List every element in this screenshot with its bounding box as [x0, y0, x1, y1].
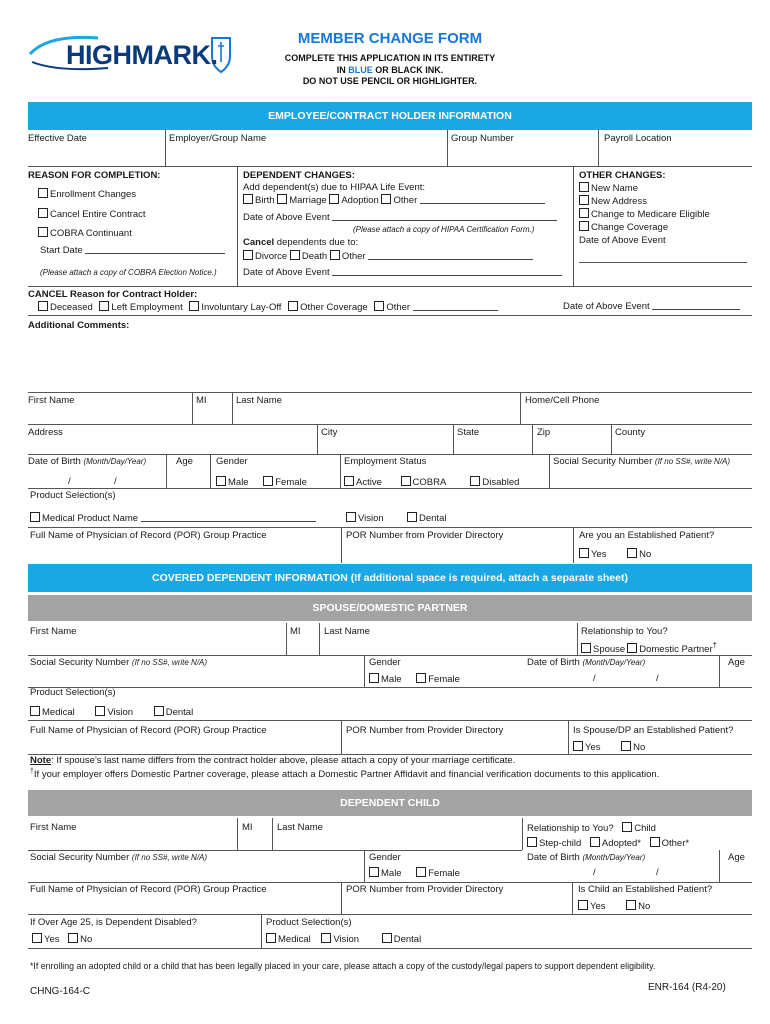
enrollment-changes-option[interactable]: Enrollment Changes — [38, 188, 136, 200]
over25-no-checkbox[interactable] — [68, 933, 78, 943]
spouse-female-checkbox[interactable] — [416, 673, 426, 683]
ssn-label: Social Security Number (If no SS#, write N/A) — [553, 456, 731, 467]
established-no-checkbox[interactable] — [627, 548, 637, 558]
dependent-changes-title: DEPENDENT CHANGES: — [243, 170, 355, 181]
other-event-checkbox[interactable] — [381, 194, 391, 204]
cancel-event-date: Date of Above Event — [243, 267, 562, 278]
spouse-ssn-label: Social Security Number (If no SS#, write N/A) — [30, 657, 208, 668]
cancel-reason-row: Deceased Left Employment Involuntary Lay-Off Other Coverage Other — [38, 301, 498, 313]
child-dob-slash-2: / — [656, 867, 659, 878]
adoption-checkbox[interactable] — [329, 194, 339, 204]
other-reason-checkbox[interactable] — [374, 301, 384, 311]
child-medical-checkbox[interactable] — [266, 933, 276, 943]
child-gender-options: Male Female — [369, 867, 460, 879]
other-changes-title: OTHER CHANGES: — [579, 170, 666, 181]
cancel-dependents-label: Cancel dependents due to: — [243, 237, 359, 248]
payroll-location-label: Payroll Location — [604, 133, 672, 144]
spouse-established-label: Is Spouse/DP an Established Patient? — [573, 725, 734, 736]
child-relationship-options: Step-child Adopted* Other* — [527, 837, 689, 849]
spouse-medical-checkbox[interactable] — [30, 706, 40, 716]
spouse-established-yes-checkbox[interactable] — [573, 741, 583, 751]
established-label: Are you an Established Patient? — [579, 530, 715, 541]
vision-checkbox[interactable] — [346, 512, 356, 522]
cancel-reason-options: Divorce Death Other — [243, 250, 533, 262]
child-dob-slash-1: / — [593, 867, 596, 878]
new-name-option[interactable]: New Name — [579, 182, 638, 194]
enrollment-changes-checkbox[interactable] — [38, 188, 48, 198]
divorce-checkbox[interactable] — [243, 250, 253, 260]
vision-option[interactable]: Vision — [346, 512, 384, 524]
child-first-name-label: First Name — [30, 822, 77, 833]
birth-checkbox[interactable] — [243, 194, 253, 204]
cancel-reason-title: CANCEL Reason for Contract Holder: — [28, 289, 198, 300]
employment-options: Active COBRA Disabled — [344, 476, 519, 488]
adopted-checkbox[interactable] — [590, 837, 600, 847]
child-dob-label: Date of Birth (Month/Day/Year) — [527, 852, 646, 863]
last-name-label: Last Name — [236, 395, 282, 406]
child-age-label: Age — [728, 852, 745, 863]
dob-label: Date of Birth (Month/Day/Year) — [28, 456, 147, 467]
deceased-checkbox[interactable] — [38, 301, 48, 311]
home-phone-label: Home/Cell Phone — [525, 395, 600, 406]
child-established-label: Is Child an Established Patient? — [578, 884, 713, 895]
child-product-label: Product Selection(s) — [266, 917, 352, 928]
form-code-right: ENR-164 (R4-20) — [648, 982, 726, 993]
spouse-gender-options: Male Female — [369, 673, 460, 685]
spouse-product-options: Medical Vision Dental — [30, 706, 193, 718]
form-code-left: CHNG-164-C — [30, 986, 91, 997]
spouse-por-label: POR Number from Provider Directory — [346, 725, 504, 736]
child-vision-checkbox[interactable] — [321, 933, 331, 943]
new-name-checkbox[interactable] — [579, 182, 589, 192]
reason-title: REASON FOR COMPLETION: — [28, 170, 161, 181]
other-reason-input[interactable] — [413, 302, 498, 311]
dental-option[interactable]: Dental — [407, 512, 446, 524]
form-title: MEMBER CHANGE FORM — [297, 30, 483, 47]
medicare-option[interactable]: Change to Medicare Eligible — [579, 208, 710, 220]
female-checkbox[interactable] — [263, 476, 273, 486]
add-event-date-input[interactable] — [332, 212, 557, 221]
county-label: County — [615, 427, 646, 438]
marriage-checkbox[interactable] — [277, 194, 287, 204]
death-checkbox[interactable] — [290, 250, 300, 260]
spouse-product-label: Product Selection(s) — [30, 687, 116, 698]
other-event-input[interactable] — [420, 195, 545, 204]
cancel-entire-checkbox[interactable] — [38, 208, 48, 218]
male-checkbox[interactable] — [216, 476, 226, 486]
employee-section-header: EMPLOYEE/CONTRACT HOLDER INFORMATION — [28, 102, 752, 130]
spouse-mi-label: MI — [290, 626, 301, 637]
left-employment-checkbox[interactable] — [99, 301, 109, 311]
add-dependents-label: Add dependent(s) due to HIPAA Life Event: — [243, 182, 426, 193]
spouse-age-label: Age — [728, 657, 745, 668]
cancel-date-label: Date of Above Event — [563, 301, 740, 312]
spouse-last-name-label: Last Name — [324, 626, 370, 637]
group-number-label: Group Number — [451, 133, 514, 144]
form-instructions: COMPLETE THIS APPLICATION IN ITS ENTIRETY IN BLUE OR BLACK INK. DO NOT USE PENCIL OR HIGHLIGHTER. — [284, 53, 496, 86]
spouse-first-name-label: First Name — [30, 626, 77, 637]
additional-comments-input[interactable] — [28, 332, 752, 392]
zip-label: Zip — [537, 427, 551, 438]
child-established-options: Yes No — [578, 900, 650, 912]
spouse-dental-checkbox[interactable] — [154, 706, 164, 716]
additional-comments-label: Additional Comments: — [28, 320, 130, 331]
child-last-name-label: Last Name — [277, 822, 323, 833]
cobra-continuant-option[interactable]: COBRA Continuant — [38, 227, 132, 239]
highmark-logo — [28, 32, 238, 76]
over25-options: Yes No — [32, 933, 92, 945]
spouse-note: Note: If spouse's last name differs from the contract holder above, please attach a copy of your marriage certificate. — [30, 755, 516, 766]
child-product-options: Medical Vision Dental — [266, 933, 421, 945]
medical-product-checkbox[interactable] — [30, 512, 40, 522]
new-address-option[interactable]: New Address — [579, 195, 647, 207]
physician-label: Full Name of Physician of Record (POR) Group Practice — [30, 530, 267, 541]
change-coverage-option[interactable]: Change Coverage — [579, 221, 668, 233]
domestic-partner-checkbox[interactable] — [627, 643, 637, 653]
first-name-label: First Name — [28, 395, 75, 406]
start-date-input[interactable] — [85, 245, 225, 254]
hipaa-note: (Please attach a copy of HIPAA Certification Form.) — [353, 225, 535, 234]
spouse-relationship-label: Relationship to You? — [581, 626, 668, 637]
cancel-event-date-input[interactable] — [332, 267, 562, 276]
spouse-dob-label: Date of Birth (Month/Day/Year) — [527, 657, 646, 668]
change-coverage-checkbox[interactable] — [579, 221, 589, 231]
covered-dependent-header: COVERED DEPENDENT INFORMATION (If additional space is required, attach a separate sheet) — [28, 564, 752, 592]
child-physician-label: Full Name of Physician of Record (POR) Group Practice — [30, 884, 267, 895]
employer-group-label: Employer/Group Name — [169, 133, 267, 144]
spouse-male-checkbox[interactable] — [369, 673, 379, 683]
over25-label: If Over Age 25, is Dependent Disabled? — [30, 917, 197, 928]
child-mi-label: MI — [242, 822, 253, 833]
child-other-checkbox[interactable] — [650, 837, 660, 847]
domestic-partner-note: †If your employer offers Domestic Partner coverage, please attach a Domestic Partner Affidavit and financial verification documents to this application. — [30, 768, 660, 781]
medical-product-input[interactable] — [141, 513, 316, 522]
new-address-checkbox[interactable] — [579, 195, 589, 205]
city-label: City — [321, 427, 338, 438]
child-male-checkbox[interactable] — [369, 867, 379, 877]
spouse-section-header: SPOUSE/DOMESTIC PARTNER — [28, 595, 752, 621]
effective-date-label: Effective Date — [28, 133, 87, 144]
employment-status-label: Employment Status — [344, 456, 427, 467]
other-cancel-input[interactable] — [368, 251, 533, 260]
product-selection-label: Product Selection(s) — [30, 490, 116, 501]
spouse-vision-checkbox[interactable] — [95, 706, 105, 716]
medicare-checkbox[interactable] — [579, 208, 589, 218]
spouse-dob-slash-2: / — [656, 673, 659, 684]
spouse-checkbox[interactable] — [581, 643, 591, 653]
child-checkbox[interactable] — [622, 822, 632, 832]
child-gender-label: Gender — [369, 852, 401, 863]
adoption-footnote: *If enrolling an adopted child or a child that has been legally placed in your care, please attach a copy of the custody/legal papers to support dependent eligibility. — [30, 961, 656, 971]
gender-options: Male Female — [216, 476, 307, 488]
child-established-no-checkbox[interactable] — [626, 900, 636, 910]
spouse-established-options: Yes No — [573, 741, 645, 753]
por-number-label: POR Number from Provider Directory — [346, 530, 504, 541]
child-relationship-label: Relationship to You? Child — [527, 823, 656, 834]
spouse-gender-label: Gender — [369, 657, 401, 668]
child-ssn-label: Social Security Number (If no SS#, write N/A) — [30, 852, 208, 863]
cobra-continuant-checkbox[interactable] — [38, 227, 48, 237]
established-options: Yes No — [579, 548, 651, 560]
age-label: Age — [176, 456, 193, 467]
cancel-entire-option[interactable]: Cancel Entire Contract — [38, 208, 146, 220]
child-established-yes-checkbox[interactable] — [578, 900, 588, 910]
other-coverage-checkbox[interactable] — [288, 301, 298, 311]
established-yes-checkbox[interactable] — [579, 548, 589, 558]
child-por-label: POR Number from Provider Directory — [346, 884, 504, 895]
address-label: Address — [28, 427, 63, 438]
state-label: State — [457, 427, 480, 438]
disabled-checkbox[interactable] — [470, 476, 480, 486]
spouse-physician-label: Full Name of Physician of Record (POR) Group Practice — [30, 725, 267, 736]
spouse-dob-slash-1: / — [593, 673, 596, 684]
spouse-relationship-options: Spouse Domestic Partner† — [581, 641, 717, 655]
other-changes-date-label: Date of Above Event — [579, 235, 666, 246]
logo-wordmark: HIGHMARK. — [66, 40, 218, 70]
child-section-header: DEPENDENT CHILD — [28, 790, 752, 816]
mi-label: MI — [196, 395, 207, 406]
involuntary-checkbox[interactable] — [189, 301, 199, 311]
other-cancel-checkbox[interactable] — [330, 250, 340, 260]
start-date-label: Start Date — [40, 245, 225, 256]
other-changes-date-input[interactable] — [579, 262, 747, 263]
cancel-date-input[interactable] — [652, 301, 740, 310]
gender-label: Gender — [216, 456, 248, 467]
cobra-note: (Please attach a copy of COBRA Election Notice.) — [40, 268, 217, 277]
child-female-checkbox[interactable] — [416, 867, 426, 877]
cobra-checkbox[interactable] — [401, 476, 411, 486]
stepchild-checkbox[interactable] — [527, 837, 537, 847]
dental-checkbox[interactable] — [407, 512, 417, 522]
add-event-date: Date of Above Event — [243, 212, 557, 223]
dob-slash-1: / — [68, 476, 71, 487]
over25-yes-checkbox[interactable] — [32, 933, 42, 943]
child-dental-checkbox[interactable] — [382, 933, 392, 943]
medical-product-option: Medical Product Name — [30, 512, 316, 524]
dob-slash-2: / — [114, 476, 117, 487]
spouse-established-no-checkbox[interactable] — [621, 741, 631, 751]
life-event-options: Birth Marriage Adoption Other — [243, 194, 545, 206]
active-checkbox[interactable] — [344, 476, 354, 486]
